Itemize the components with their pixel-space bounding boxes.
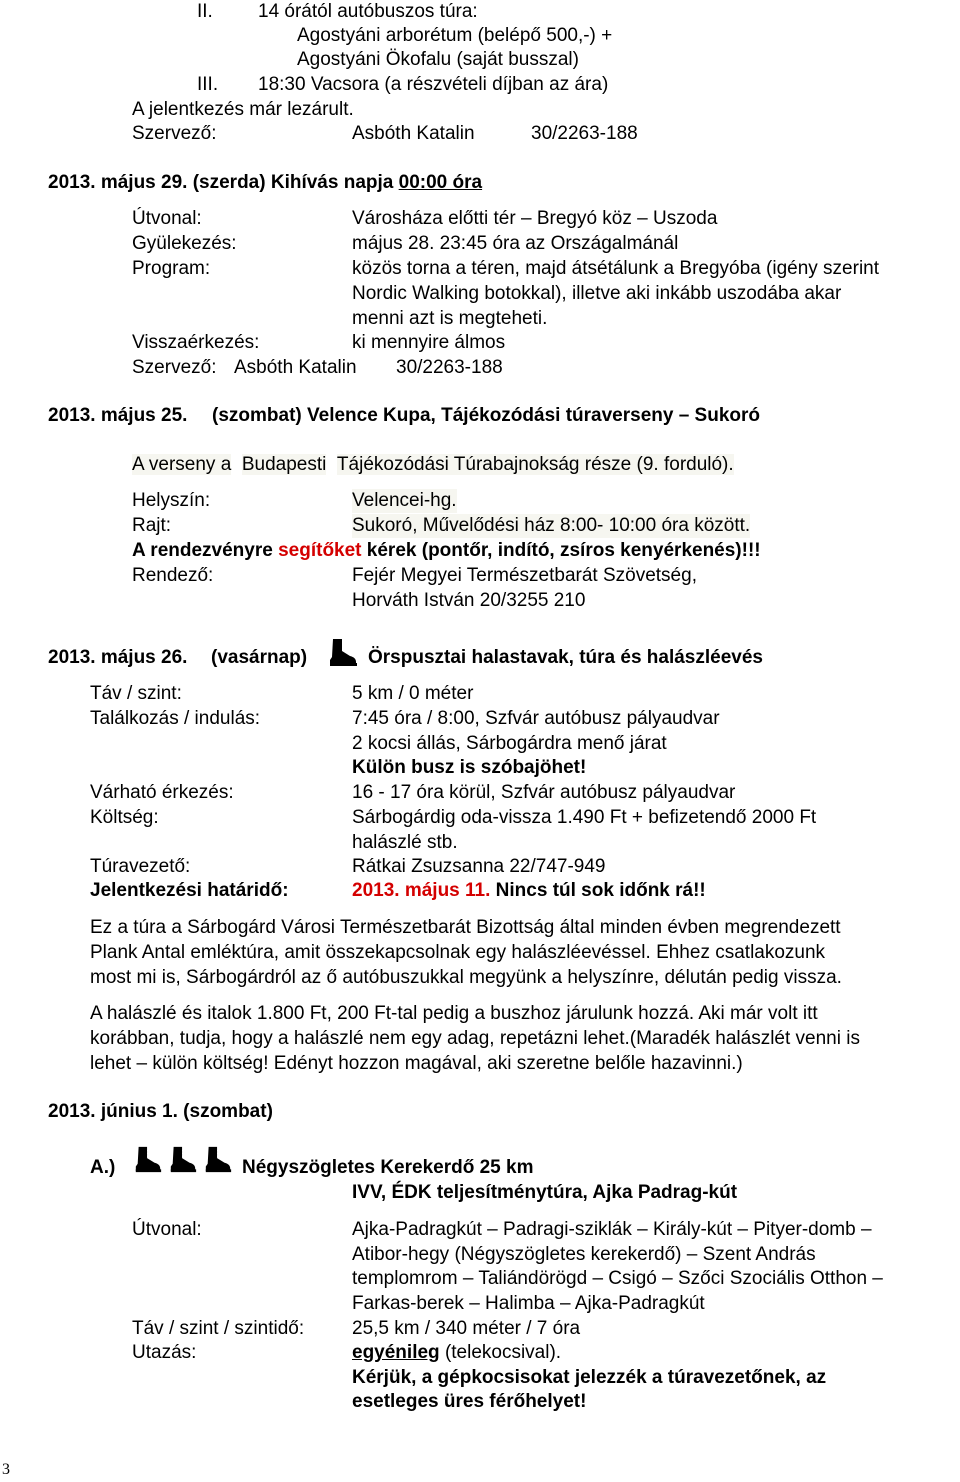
event-date: 2013. május 25. [48,405,188,426]
return-value: ki mennyire álmos [352,332,506,353]
start-label: Rajt: [132,515,172,536]
distance-value: 5 km / 0 méter [352,683,474,704]
program-value: Nordic Walking botokkal), illetve aki inkább uszodába akar [352,283,842,304]
leader-value: Rátkai Zsuzsanna 22/747-949 [352,856,606,877]
event-date: 2013. május 26. [48,647,188,668]
cost-value: Sárbogárdig oda-vissza 1.490 Ft + befizetendő 2000 Ft [352,807,817,828]
event-date: 2013. május 29. [48,172,188,193]
distance-label: Táv / szint: [90,683,182,704]
cost-value: halászlé stb. [352,832,458,853]
deadline-note: Nincs túl sok időnk rá!! [495,880,706,901]
organizer-phone: 30/2263-188 [396,357,503,378]
travel-note: (telekocsival). [444,1342,562,1363]
organizer-label: Szervező: [132,357,217,378]
hiking-boot-icon [327,636,359,668]
travel-value [352,1341,561,1365]
meeting-value: 7:45 óra / 8:00, Szfvár autóbusz pályaudvar [352,708,720,729]
event-title: Négyszögletes Kerekerdő 25 km [242,1157,534,1178]
helpers-text: A rendezvényre [132,540,273,561]
program-value: közös torna a téren, majd átsétálunk a Bregyóba (igény szerint [352,258,880,279]
deadline-value [352,879,706,903]
meeting-label: Gyülekezés: [132,233,237,254]
cost-label: Költség: [90,807,159,828]
arrival-label: Várható érkezés: [90,782,234,803]
item-text: 14 órától autóbuszos túra: [258,1,478,22]
route-value: Ajka-Padragkút – Padragi-sziklák – Király-kút – Pityer-domb – [352,1219,872,1240]
registration-closed-text: A jelentkezés már lezárult. [132,99,354,120]
event-subtitle: IVV, ÉDK teljesítménytúra, Ajka Padrag-kút [352,1182,738,1203]
route-value: Atibor-hegy (Négyszögletes kerekerdő) – Szent András [352,1244,816,1265]
organizer-value: Horváth István 20/3255 210 [352,590,586,611]
paragraph-line: Ez a túra a Sárbogárd Városi Természetbarát Bizottság által minden évben megrendezett [90,917,841,938]
distance-value: 25,5 km / 340 méter / 7 óra [352,1318,581,1339]
hiking-boot-icon [202,1144,234,1174]
travel-mode: egyénileg [352,1342,440,1363]
distance-label: Táv / szint / szintidő: [132,1318,305,1339]
paragraph-line: korábban, tudja, hogy a halászlé nem egy adag, repetázni lehet.(Maradék halászlét venni is [90,1028,860,1049]
organizer-label: Szervező: [132,123,217,144]
route-value: Városháza előtti tér – Bregyó köz – Uszoda [352,208,718,229]
car-request: Kérjük, a gépkocsisokat jelezzék a túravezetőnek, az [352,1367,827,1388]
program-label: Program: [132,258,211,279]
series-text-part: Budapesti [241,454,327,475]
leader-label: Túravezető: [90,856,191,877]
paragraph-line: A halászlé és italok 1.800 Ft, 200 Ft-tal pedig a buszhoz járulunk hozzá. Aki már volt itt [90,1003,818,1024]
paragraph-line: lehet – külön költség! Edényt hozzon magával, aki szeretne belőle hazavinni.) [90,1053,743,1074]
organizer-name: Asbóth Katalin [234,357,357,378]
hiking-boot-icon [132,1144,164,1174]
event-title: Örspusztai halastavak, túra és halászléevés [368,647,763,668]
deadline-date: 2013. május 11. [352,880,491,901]
deadline-label: Jelentkezési határidő: [90,880,289,901]
item-number: II. [197,1,213,22]
meeting-label: Találkozás / indulás: [90,708,261,729]
paragraph-line: Plank Antal emléktúra, amit összekapcsolnak egy halászléevéssel. Ehhez csatlakozunk [90,942,826,963]
event-title: Kihívás napja [270,172,394,193]
series-text-part: Tájékozódási Túrabajnokság része (9. forduló). [336,454,734,475]
helpers-highlight: segítőket [278,540,362,561]
return-label: Visszaérkezés: [132,332,260,353]
item-number: III. [197,74,219,95]
meeting-value: 2 kocsi állás, Sárbogárdra menő járat [352,733,667,754]
helpers-request [132,539,761,563]
meeting-value: május 28. 23:45 óra az Országalmánál [352,233,679,254]
place-label: Helyszín: [132,490,211,511]
travel-label: Utazás: [132,1342,197,1363]
event-time: 00:00 óra [398,172,483,193]
organizer-phone: 30/2263-188 [531,123,638,144]
series-text-part: A verseny a [132,454,232,475]
car-request: esetleges üres férőhelyet! [352,1391,587,1412]
organizer-label: Rendező: [132,565,214,586]
series-text [132,453,734,477]
item-text: Agostyáni Ökofalu (saját busszal) [297,49,579,70]
start-value: Sukoró, Művelődési ház 8:00- 10:00 óra között. [352,515,751,536]
event-title: (szombat) Velence Kupa, Tájékozódási túraverseny – Sukoró [212,405,761,426]
helpers-text: kérek (pontőr, indító, zsíros kenyérkenés)!!! [366,540,761,561]
hiking-boot-icon [167,1144,199,1174]
item-text: 18:30 Vacsora (a részvételi díjban az ára) [258,74,609,95]
option-label: A.) [90,1157,116,1178]
route-value: Farkas-berek – Halimba – Ajka-Padragkút [352,1293,705,1314]
meeting-note: Külön busz is szóbajöhet! [352,757,587,778]
organizer-value: Fejér Megyei Természetbarát Szövetség, [352,565,697,586]
route-label: Útvonal: [132,1219,202,1240]
page-number: 3 [2,1461,10,1478]
place-value: Velencei-hg. [352,490,457,511]
item-text: Agostyáni arborétum (belépő 500,-) + [297,25,613,46]
event-date: 2013. június 1. (szombat) [48,1101,273,1122]
arrival-value: 16 - 17 óra körül, Szfvár autóbusz pályaudvar [352,782,736,803]
route-label: Útvonal: [132,208,202,229]
event-heading [48,171,482,195]
paragraph-line: most mi is, Sárbogárdról az ő autóbuszukkal megyünk a helyszínre, délután pedig vissza. [90,967,842,988]
event-day: (vasárnap) [211,647,308,668]
event-day: (szerda) [192,172,266,193]
route-value: templomrom – Taliándörögd – Csigó – Szőci Szociális Otthon – [352,1268,883,1289]
organizer-name: Asbóth Katalin [352,123,475,144]
program-value: menni azt is megteheti. [352,308,548,329]
